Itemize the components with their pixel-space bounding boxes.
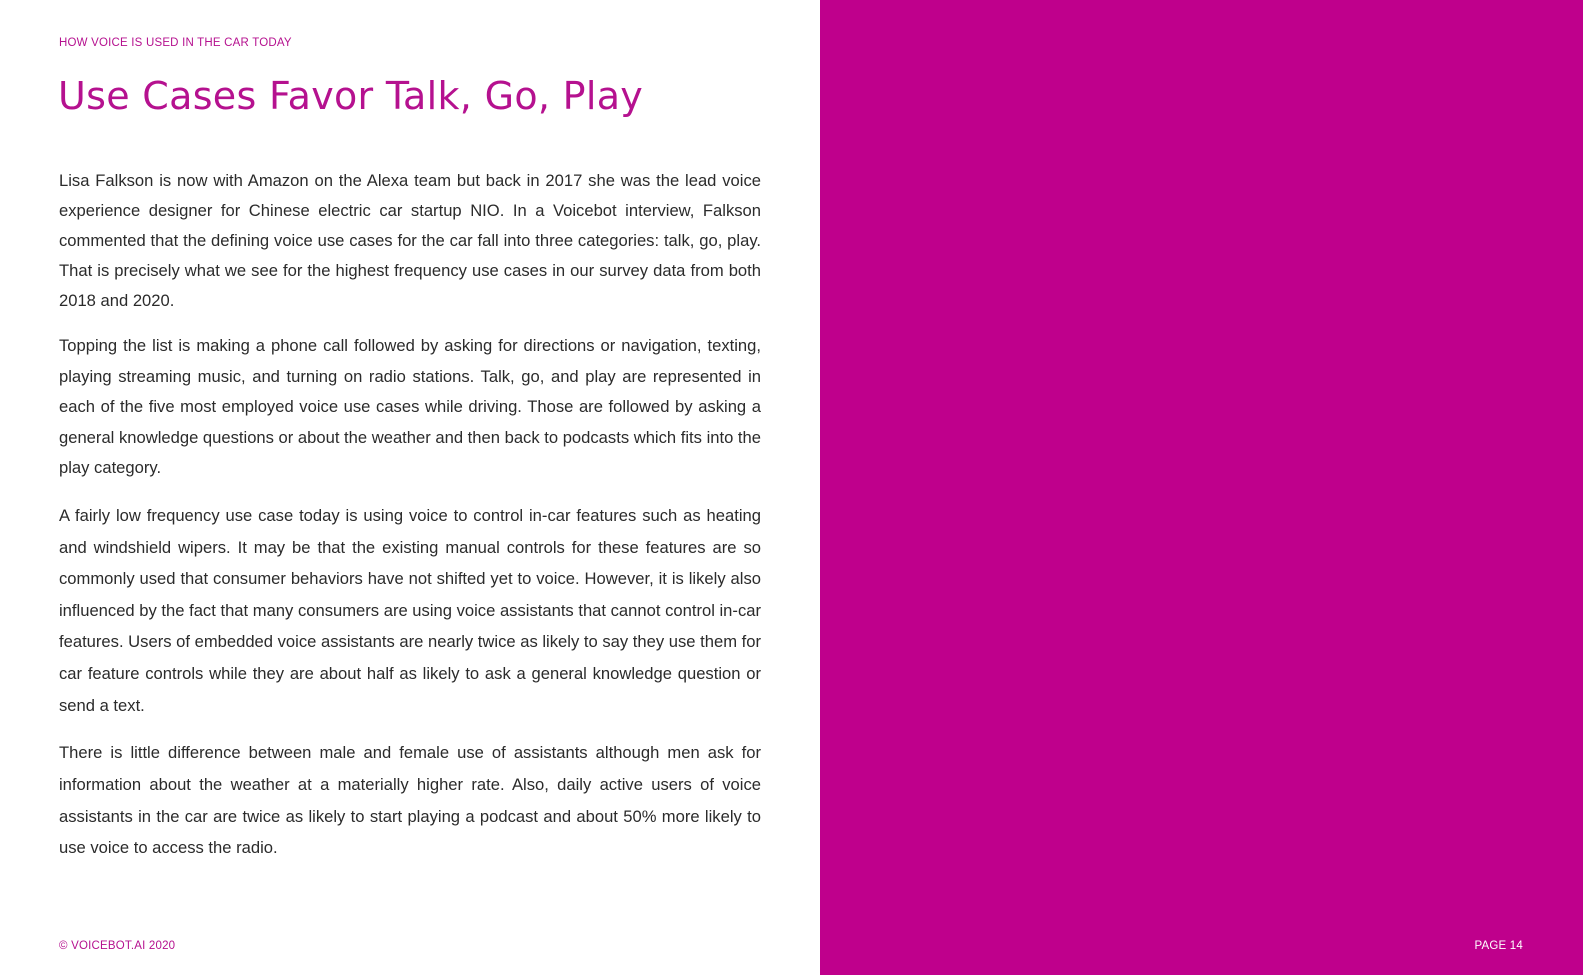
body-paragraph-4: There is little difference between male and female use of assistants although men ask for information about the weather at a materially higher rate. Also, daily active users of voice assistants in the car are twice as likely to start playing a podcast and about 50% more likely to use voice to access the radio.	[59, 743, 761, 858]
magenta-side-panel	[820, 0, 1583, 975]
body-paragraph-2: Topping the list is making a phone call followed by asking for directions or navigation, texting, playing streaming music, and turning on radio stations. Talk, go, and play are represented in each of the five most employed voice use cases while driving. Those are followed by asking a general knowledge questions or about the weather and then back to podcasts which fits into the play category.	[59, 336, 762, 477]
body-paragraph-3: A fairly low frequency use case today is using voice to control in-car features such as heating and windshield wipers. It may be that the existing manual controls for these features are so commonly used that consumer behaviors have not shifted yet to voice. However, it is likely also influenced by the fact that many consumers are using voice assistants that cannot control in-car features. Users of embedded voice assistants are nearly twice as likely to say they use them for car feature controls while they are about half as likely to ask a general knowledge question or send a text.	[59, 506, 761, 715]
body-paragraph-1: Lisa Falkson is now with Amazon on the Alexa team but back in 2017 she was the lead voice experience designer for Chinese electric car startup NIO. In a Voicebot interview, Falkson commented that the defining voice use cases for the car fall into three categories: talk, go, play. That is precisely what we see for the highest frequency use cases in our survey data from both 2018 and 2020.	[59, 171, 761, 310]
footer-copyright: © VOICEBOT.AI 2020	[59, 940, 176, 952]
section-label: HOW VOICE IS USED IN THE CAR TODAY	[59, 37, 292, 49]
footer-page-number: PAGE 14	[1474, 940, 1523, 952]
page-title: Use Cases Favor Talk, Go, Play	[58, 74, 644, 118]
